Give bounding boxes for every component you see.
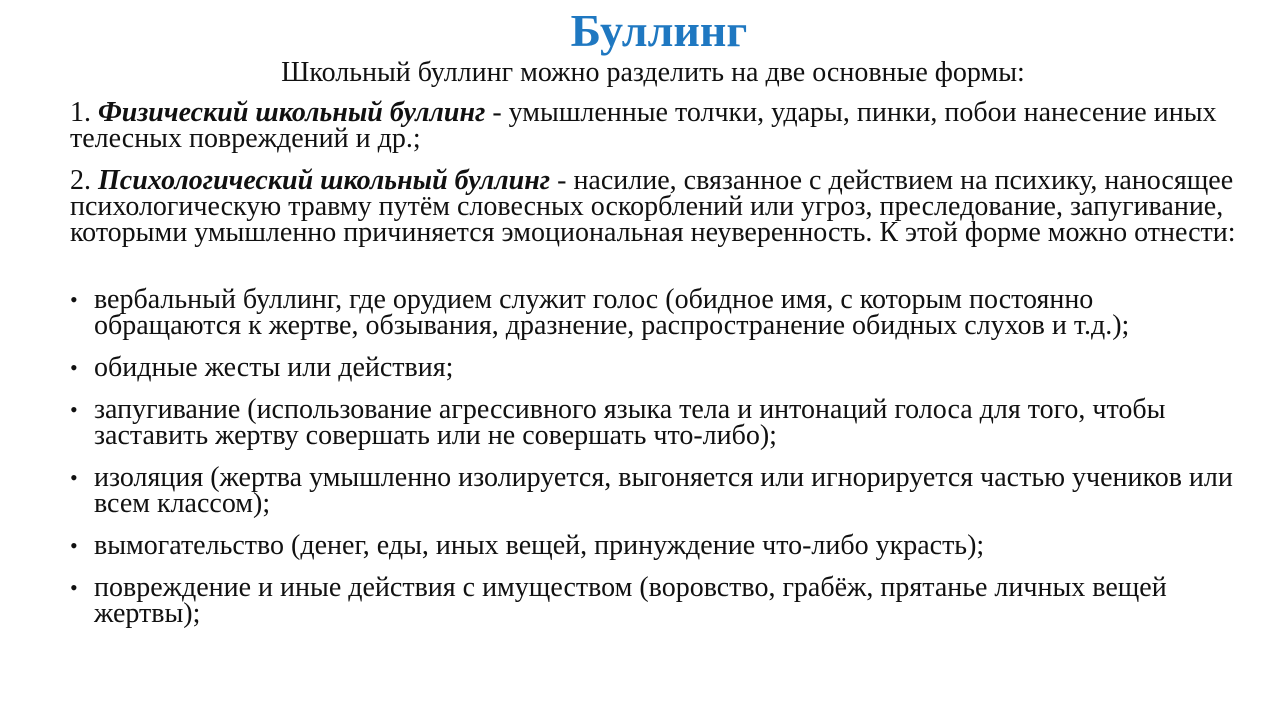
bullet-marker: • (70, 575, 78, 600)
list-item (70, 530, 1245, 561)
bullet-marker: • (70, 533, 78, 558)
bullet-marker: • (70, 355, 78, 380)
form-definition: - умышленные толчки, удары, пинки, побои нанесение иных телесных повреждений и др.; (70, 97, 1217, 154)
bullet-marker: • (70, 397, 78, 422)
list-item (70, 572, 1245, 629)
list-item (70, 394, 1245, 451)
list-item-text: повреждение и иные действия с имуществом (воровство, грабёж, прятанье личных вещей жертвы); (94, 572, 1167, 629)
bullet-marker: • (70, 287, 78, 312)
list-item-text: вербальный буллинг, где орудием служит голос (обидное имя, с которым постоянно обращаются к жертве, обзывания, дразнение, распространение обидных слухов и т.д.); (94, 284, 1130, 341)
list-item-text: обидные жесты или действия; (94, 352, 454, 383)
form-term: Психологический школьный буллинг (98, 165, 551, 196)
bullet-marker: • (70, 465, 78, 490)
bullet-list (70, 284, 1245, 643)
list-item (70, 462, 1245, 519)
list-item (70, 284, 1245, 341)
slide-subtitle: Школьный буллинг можно разделить на две основные формы: (281, 57, 1025, 88)
slide-title: Буллинг (570, 5, 748, 56)
form-item-psychological (70, 165, 1240, 248)
list-item-text: запугивание (использование агрессивного языка тела и интонаций голоса для того, чтобы заставить жертву совершать или не совершать что-либо); (94, 394, 1166, 451)
list-item (70, 352, 1245, 383)
list-item-text: изоляция (жертва умышленно изолируется, выгоняется или игнорируется частью учеников или всем классом); (94, 462, 1233, 519)
list-item-text: вымогательство (денег, еды, иных вещей, принуждение что-либо украсть); (94, 530, 985, 561)
form-item-physical (70, 97, 1240, 154)
form-term: Физический школьный буллинг (98, 97, 486, 128)
form-number: 1. (70, 97, 91, 128)
form-number: 2. (70, 165, 91, 196)
form-definition: - насилие, связанное с действием на психику, наносящее психологическую травму путём словесных оскорблений или угроз, преследование, запугивание, которыми умышленно причиняется эмоциональная неуверенность. К этой форме можно отнести: (70, 165, 1236, 248)
